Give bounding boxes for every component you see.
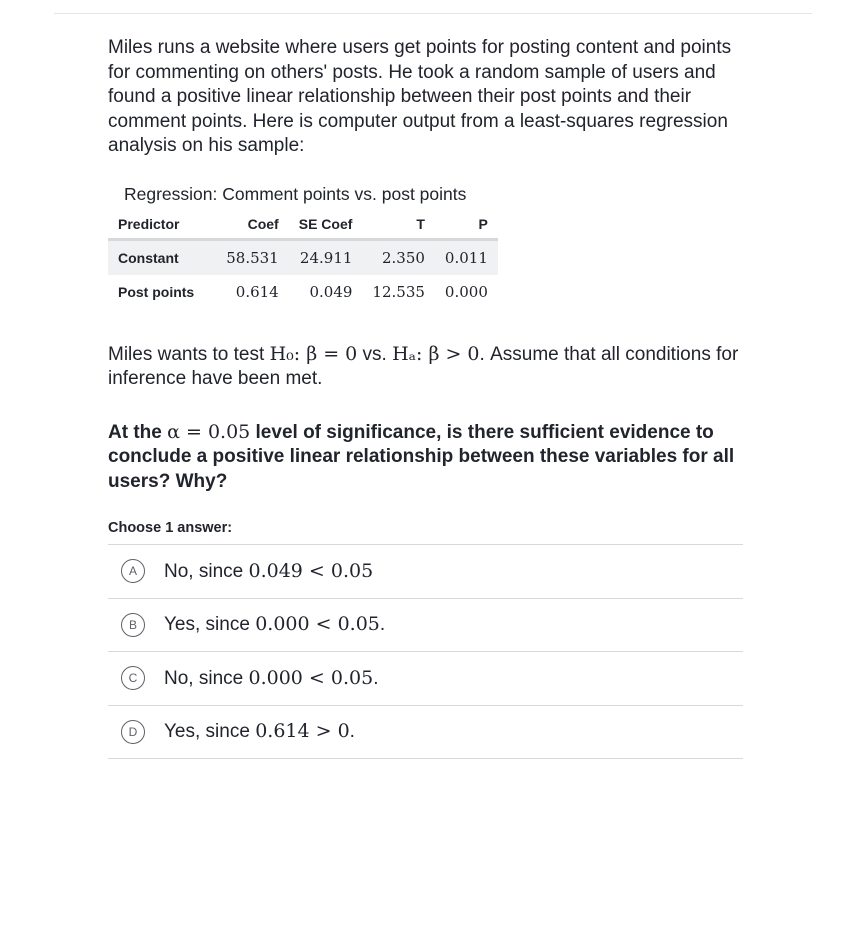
choice-text — [164, 560, 373, 583]
table-row — [108, 239, 498, 275]
choice-lead: No, since — [164, 560, 249, 582]
cell-t: 2.350 — [362, 239, 435, 275]
row-label: Post points — [118, 283, 195, 300]
hypothesis-vs: vs. — [357, 343, 393, 365]
choice-letter-circle: A — [121, 559, 145, 583]
alpha-value: α = 0.05 — [167, 420, 251, 443]
question-suffix: level of significance, is there sufficient evidence to conclude a positive linear relationship between these variables for all users? Why? — [108, 421, 735, 492]
choice-end: . — [349, 721, 355, 743]
choice-math: 0.000 < 0.05 — [248, 666, 374, 689]
question-content — [108, 36, 758, 536]
row-label: Constant — [108, 239, 216, 275]
hypothesis-suffix: . Assume that all conditions for inference have been met. — [108, 343, 739, 389]
question-prompt — [108, 420, 758, 495]
choice-c[interactable] — [108, 652, 743, 706]
cell-se-coef: 0.049 — [309, 282, 353, 301]
hypothesis-prefix: Miles wants to test — [108, 343, 270, 365]
choice-lead: Yes, since — [164, 614, 256, 636]
table-row — [108, 275, 498, 309]
answer-choices — [108, 544, 743, 759]
cell-p: 0.011 — [435, 239, 498, 275]
top-divider — [54, 13, 812, 14]
choice-letter-circle: D — [121, 720, 145, 744]
header-t: T — [362, 209, 435, 240]
choice-math: 0.049 < 0.05 — [248, 559, 374, 582]
cell-p: 0.000 — [444, 282, 488, 301]
choice-d[interactable] — [108, 706, 743, 760]
hypothesis-paragraph — [108, 342, 758, 392]
choice-letter-circle: B — [121, 613, 145, 637]
table-header-row — [108, 209, 498, 240]
choice-text — [164, 613, 385, 636]
choice-text — [164, 720, 355, 743]
alternative-hypothesis: Hₐ: β > 0 — [392, 342, 480, 365]
choice-letter-circle: C — [121, 666, 145, 690]
regression-table — [108, 209, 498, 309]
intro-paragraph: Miles runs a website where users get points for posting content and points for commenting on others' posts. He took a random sample of users and found a positive linear relationship between their post points and their comment points. Here is computer output from a least-squares regression analysis on his sample: — [108, 37, 732, 156]
cell-se-coef: 24.911 — [289, 239, 363, 275]
header-predictor: Predictor — [108, 209, 216, 240]
table-title: Regression: Comment points vs. post points — [124, 183, 467, 204]
cell-coef: 0.614 — [235, 282, 279, 301]
choice-a[interactable] — [108, 545, 743, 599]
question-prefix: At the — [108, 421, 168, 443]
choice-math: 0.614 > 0 — [255, 720, 350, 743]
cell-coef: 58.531 — [216, 239, 289, 275]
header-coef: Coef — [216, 209, 289, 240]
choice-math: 0.000 < 0.05 — [255, 613, 380, 636]
choice-lead: Yes, since — [164, 721, 256, 743]
choice-end: . — [379, 614, 386, 636]
null-hypothesis: H₀: β = 0 — [269, 342, 358, 365]
choose-label: Choose 1 answer: — [108, 520, 233, 536]
header-p: P — [435, 209, 498, 240]
choice-text — [164, 667, 378, 690]
header-se-coef: SE Coef — [289, 209, 363, 240]
choice-lead: No, since — [164, 667, 249, 689]
cell-t: 12.535 — [372, 282, 425, 301]
choice-b[interactable] — [108, 599, 743, 653]
choice-end: . — [373, 667, 379, 689]
